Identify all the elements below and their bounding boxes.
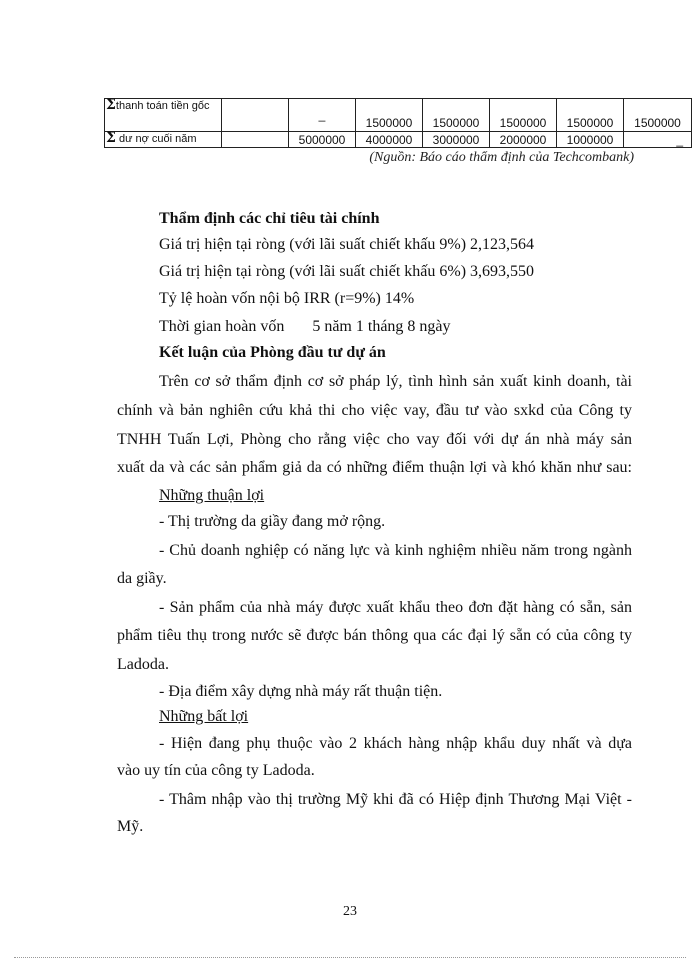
advantage-item: - Sản phẩm của nhà máy được xuất khẩu theo đơn đặt hàng có sẵn, sản bbox=[159, 599, 632, 616]
table-cell bbox=[222, 99, 289, 132]
table-cell: 1500000 bbox=[356, 99, 423, 132]
table-cell: _ bbox=[289, 99, 356, 132]
financial-heading: Thẩm định các chỉ tiêu tài chính bbox=[159, 210, 380, 227]
table-row bbox=[105, 99, 692, 132]
conclusion-heading: Kết luận của Phòng đầu tư dự án bbox=[159, 344, 386, 361]
intro-line: TNHH Tuấn Lợi, Phòng cho rằng việc cho vay đối với dự án nhà máy sản bbox=[117, 431, 632, 448]
disadvantage-item: Mỹ. bbox=[117, 818, 144, 835]
advantage-item: - Thị trường da giầy đang mở rộng. bbox=[159, 513, 386, 530]
advantage-item: - Địa điểm xây dựng nhà máy rất thuận tiện. bbox=[159, 683, 443, 700]
row-label-text: dư nợ cuối năm bbox=[118, 133, 197, 145]
row-label bbox=[105, 99, 222, 132]
payback-line: Thời gian hoàn vốn 5 năm 1 tháng 8 ngày bbox=[159, 318, 451, 335]
page-bottom-border bbox=[14, 957, 686, 958]
table-cell bbox=[222, 132, 289, 148]
row-label bbox=[105, 132, 222, 148]
advantages-heading: Những thuận lợi bbox=[159, 487, 265, 504]
table-cell: 5000000 bbox=[289, 132, 356, 148]
table-cell: _ bbox=[624, 132, 692, 148]
table-cell: 1500000 bbox=[557, 99, 624, 132]
table-cell: 3000000 bbox=[423, 132, 490, 148]
table-cell: 1500000 bbox=[490, 99, 557, 132]
disadvantages-heading: Những bất lợi bbox=[159, 708, 249, 725]
page-number: 23 bbox=[343, 904, 357, 919]
table-row bbox=[105, 132, 692, 148]
table-cell: 1000000 bbox=[557, 132, 624, 148]
irr-line: Tỷ lệ hoàn vốn nội bộ IRR (r=9%) 14% bbox=[159, 290, 415, 307]
disadvantage-item: vào uy tín của công ty Ladoda. bbox=[117, 762, 315, 779]
repayment-table bbox=[104, 98, 692, 148]
disadvantage-item: - Thâm nhập vào thị trường Mỹ khi đã có Hiệp định Thương Mại Việt - bbox=[159, 791, 632, 808]
npv-9-line: Giá trị hiện tại ròng (với lãi suất chiết khấu 9%) 2,123,564 bbox=[159, 236, 535, 253]
table-cell: 1500000 bbox=[624, 99, 692, 132]
table-cell: 1500000 bbox=[423, 99, 490, 132]
table-cell: 4000000 bbox=[356, 132, 423, 148]
advantage-item: - Chủ doanh nghiệp có năng lực và kinh nghiệm nhiều năm trong ngành bbox=[159, 542, 632, 559]
npv-6-line: Giá trị hiện tại ròng (với lãi suất chiết khấu 6%) 3,693,550 bbox=[159, 263, 535, 280]
disadvantage-item: - Hiện đang phụ thuộc vào 2 khách hàng nhập khẩu duy nhất và dựa bbox=[159, 735, 632, 752]
advantage-item: da giầy. bbox=[117, 570, 167, 587]
table-cell: 2000000 bbox=[490, 132, 557, 148]
advantage-item: Ladoda. bbox=[117, 656, 169, 673]
source-note: (Nguồn: Báo cáo thẩm định của Techcombank) bbox=[369, 150, 634, 165]
advantage-item: phẩm tiêu thụ trong nước sẽ được bán thông qua các đại lý sẵn có của công ty bbox=[117, 627, 632, 644]
intro-line: xuất da và các sản phẩm giả da có những điểm thuận lợi và khó khăn như sau: bbox=[117, 459, 632, 476]
sigma-symbol: Σ bbox=[106, 97, 116, 113]
intro-line: Trên cơ sở thẩm định cơ sở pháp lý, tình hình sản xuất kinh doanh, tài bbox=[159, 373, 632, 390]
sigma-symbol: Σ bbox=[106, 130, 116, 146]
row-label-text: thanh toán tiền gốc bbox=[115, 100, 210, 112]
intro-line: chính và bản nghiên cứu khả thi cho việc vay, đầu tư vào sxkd của Công ty bbox=[117, 402, 632, 419]
